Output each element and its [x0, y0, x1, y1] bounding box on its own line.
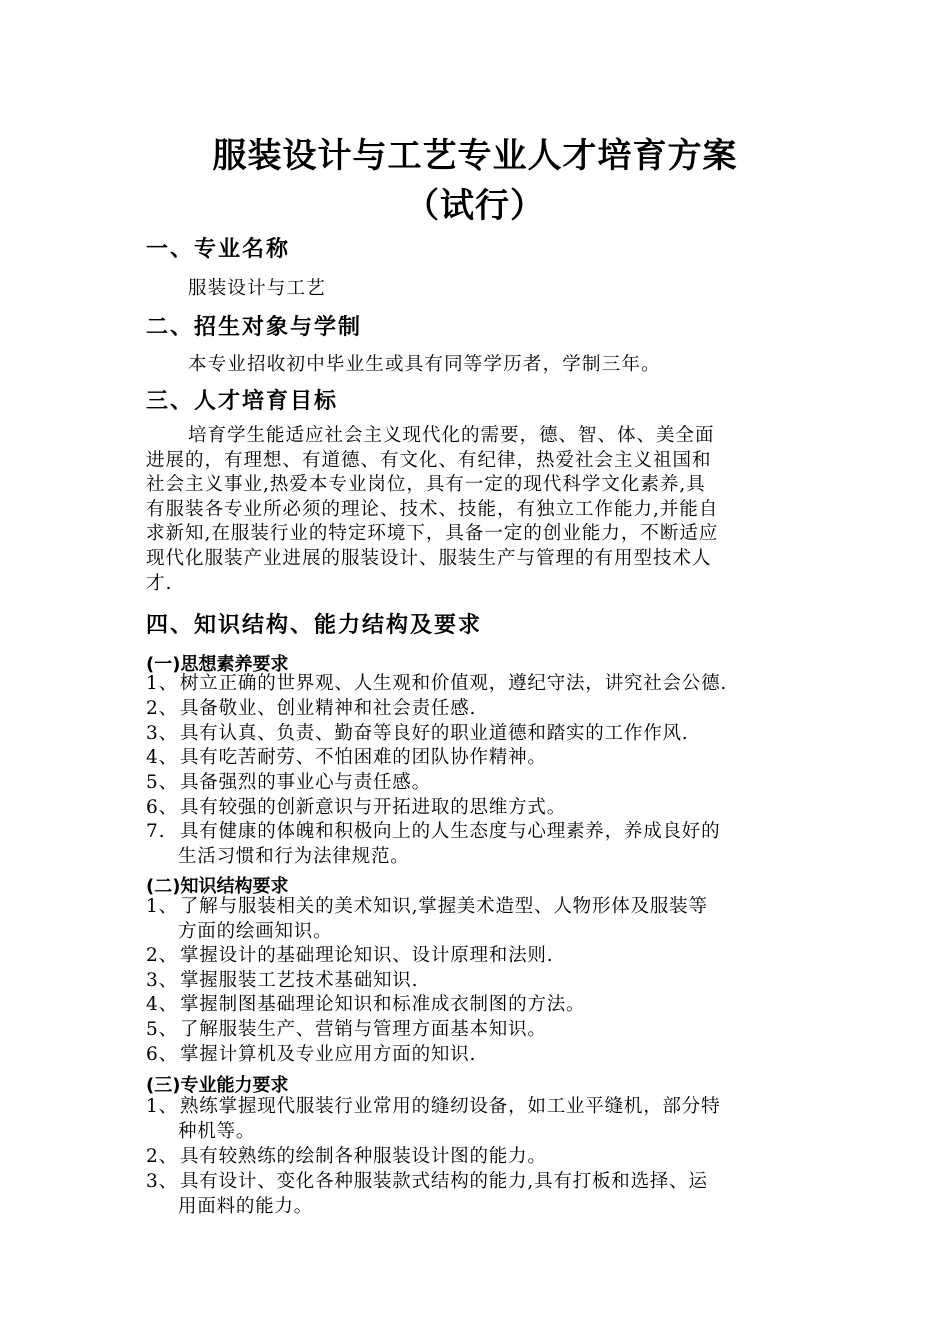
paragraph-line: 进展的，有理想、有道德、有文化、有纪律，热爱社会主义祖国和	[146, 449, 712, 471]
item-number: 1、	[146, 673, 178, 694]
subsection-heading-2: (二)知识结构要求	[146, 876, 289, 897]
paragraph-line: 培育学生能适应社会主义现代化的需要，德、智、体、美全面	[188, 425, 715, 446]
item-text: 具有吃苦耐劳、不怕困难的团队协作精神。	[180, 747, 547, 768]
item-number: 2、	[146, 1146, 178, 1167]
subsection-heading-1: (一)思想素养要求	[146, 654, 289, 675]
item-text: 具备强烈的事业心与责任感。	[180, 772, 431, 793]
item-number: 2、	[146, 698, 178, 719]
item-number: 2、	[146, 945, 178, 966]
section-1-content: 服装设计与工艺	[188, 278, 326, 299]
item-number: 1、	[146, 1096, 178, 1117]
item-text-continued: 用面料的能力。	[178, 1195, 314, 1217]
item-number: 6、	[146, 797, 178, 818]
item-text: 具有较强的创新意识与开拓进取的思维方式。	[180, 797, 567, 818]
paragraph-line: 社会主义事业,热爱本专业岗位，具有一定的现代科学文化素养,具	[146, 474, 706, 496]
item-number: 3、	[146, 723, 178, 744]
item-text-continued: 种机等。	[178, 1120, 256, 1142]
paragraph-line: 求新知,在服装行业的特定环境下，具备一定的创业能力，不断适应	[146, 523, 719, 545]
item-text-continued: 生活习惯和行为法律规范。	[178, 845, 410, 867]
item-number: 4、	[146, 747, 178, 768]
item-text: 具有设计、变化各种服装款式结构的能力,具有打板和选择、运	[180, 1171, 708, 1192]
section-heading-4: 四、知识结构、能力结构及要求	[146, 613, 483, 638]
list-item	[146, 944, 816, 969]
item-text: 掌握计算机及专业应用方面的知识.	[180, 1044, 477, 1065]
section-3-paragraph	[146, 424, 811, 596]
list-item	[146, 993, 816, 1018]
list-item	[146, 746, 816, 771]
item-text: 掌握设计的基础理论知识、设计原理和法则.	[180, 945, 554, 966]
list-item	[146, 1170, 816, 1219]
item-number: 3、	[146, 970, 178, 991]
item-number: 5、	[146, 772, 178, 793]
item-text: 树立正确的世界观、人生观和价值观，遵纪守法，讲究社会公德.	[180, 673, 728, 694]
item-number: 6、	[146, 1044, 178, 1065]
item-text: 具有认真、负责、勤奋等良好的职业道德和踏实的工作作风.	[180, 723, 689, 744]
item-text: 掌握制图基础理论知识和标准成衣制图的方法。	[180, 994, 586, 1015]
section-heading-2: 二、招生对象与学制	[146, 315, 363, 340]
list-item	[146, 895, 816, 944]
list-item	[146, 672, 816, 697]
item-text: 了解服装生产、营销与管理方面基本知识。	[180, 1019, 547, 1040]
section-heading-1: 一、专业名称	[146, 237, 291, 262]
item-number: 4、	[146, 994, 178, 1015]
item-text: 掌握服装工艺技术基础知识.	[180, 970, 419, 991]
list-item	[146, 1018, 816, 1043]
item-text: 熟练掌握现代服装行业常用的缝纫设备，如工业平缝机，部分特	[180, 1096, 721, 1117]
item-text: 具备敬业、创业精神和社会责任感.	[180, 698, 477, 719]
item-text: 具有较熟练的绘制各种服装设计图的能力。	[180, 1146, 547, 1167]
item-text-continued: 方面的绘画知识。	[178, 920, 333, 942]
item-number: 1、	[146, 896, 178, 917]
paragraph-line: 有服装各专业所必须的理论、技术、技能，有独立工作能力,并能自	[146, 498, 719, 520]
section-2-content: 本专业招收初中毕业生或具有同等学历者，学制三年。	[188, 354, 661, 375]
section-heading-3: 三、人才培育目标	[146, 389, 339, 414]
list-item	[146, 1145, 816, 1170]
list-item	[146, 697, 816, 722]
list-item	[146, 820, 816, 869]
item-number: 3、	[146, 1171, 178, 1192]
list-item	[146, 722, 816, 747]
item-number: 7.	[146, 821, 166, 842]
item-number: 5、	[146, 1019, 178, 1040]
list-item	[146, 1043, 816, 1068]
list-item	[146, 771, 816, 796]
item-text: 了解与服装相关的美术知识,掌握美术造型、人物形体及服装等	[180, 896, 708, 917]
list-item	[146, 796, 816, 821]
list-item	[146, 1095, 816, 1144]
paragraph-line: 现代化服装产业进展的服装设计、服装生产与管理的有用型技术人	[146, 547, 712, 569]
subsection-heading-3: (三)专业能力要求	[146, 1075, 289, 1096]
document-title: 服装设计与工艺专业人才培育方案	[212, 136, 738, 176]
list-item	[146, 969, 816, 994]
paragraph-line: 才.	[146, 572, 173, 594]
item-text: 具有健康的体魄和积极向上的人生态度与心理素养，养成良好的	[180, 821, 721, 842]
document-subtitle: （试行）	[405, 186, 545, 226]
